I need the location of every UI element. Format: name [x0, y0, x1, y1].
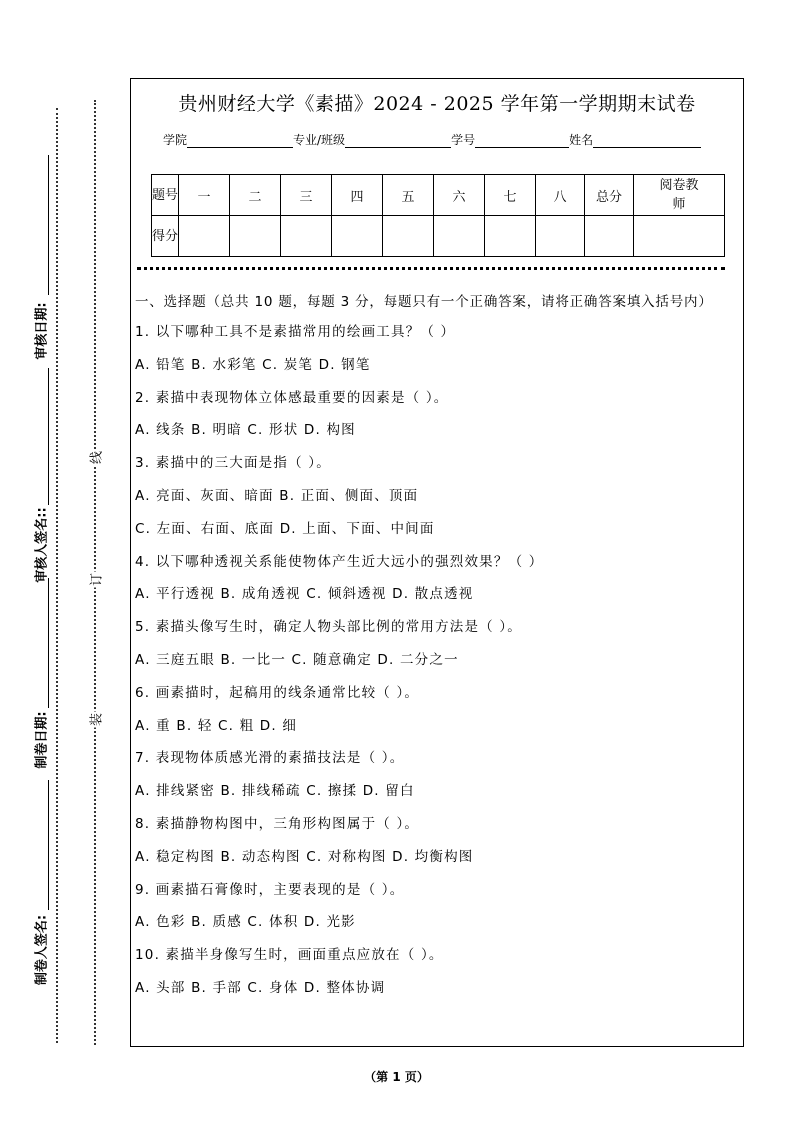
- binding-char-mount: 装: [86, 712, 105, 728]
- score-table: [151, 174, 725, 257]
- options-4: A. 平行透视 B. 成角透视 C. 倾斜透视 D. 散点透视: [135, 586, 474, 603]
- options-5: A. 三庭五眼 B. 一比一 C. 随意确定 D. 二分之一: [135, 651, 459, 668]
- binding-char-line: 线: [86, 450, 105, 466]
- question-9: 9. 画素描石膏像时，主要表现的是（ ）。: [135, 881, 405, 898]
- reviewer-signature-line: [48, 368, 49, 505]
- score-col-total: 总分: [585, 175, 634, 216]
- review-date-label: 审核日期:: [34, 302, 50, 360]
- score-col-6: 六: [434, 175, 485, 216]
- options-10: A. 头部 B. 手部 C. 身体 D. 整体协调: [135, 979, 386, 996]
- question-8: 8. 素描静物构图中，三角形构图属于（ ）。: [135, 815, 420, 832]
- paper-date-label: 制卷日期:: [34, 711, 50, 769]
- score-header-row: [152, 175, 725, 216]
- score-col-3: 三: [281, 175, 332, 216]
- question-1: 1. 以下哪种工具不是素描常用的绘画工具？（ ）: [135, 324, 456, 340]
- options-3a: A. 亮面、灰面、暗面 B. 正面、侧面、顶面: [135, 487, 419, 504]
- question-number-header: 题号: [152, 175, 179, 216]
- options-8: A. 稳定构图 B. 动态构图 C. 对称构图 D. 均衡构图: [135, 848, 474, 865]
- name-field[interactable]: [593, 133, 701, 148]
- score-col-2: 二: [230, 175, 281, 216]
- section-separator: [137, 267, 725, 270]
- score-cell[interactable]: [332, 216, 383, 257]
- score-cell[interactable]: [383, 216, 434, 257]
- left-dotted-line: [56, 108, 58, 1043]
- paper-maker-signature-line: [48, 780, 49, 910]
- options-3b: C. 左面、右面、底面 D. 上面、下面、中间面: [135, 520, 435, 537]
- score-value-row: [152, 216, 725, 257]
- paper-maker-signature-label: 制卷人签名:: [34, 914, 50, 986]
- review-date-line: [48, 155, 49, 295]
- question-3: 3. 素描中的三大面是指（ ）。: [135, 455, 331, 472]
- name-label: 姓名: [569, 133, 594, 147]
- student-id-field[interactable]: [475, 133, 569, 148]
- question-10: 10. 素描半身像写生时，画面重点应放在（ ）。: [135, 947, 444, 964]
- question-section: [135, 291, 740, 1010]
- exam-frame: [130, 78, 744, 1047]
- student-info-row: [163, 131, 701, 148]
- options-2: A. 线条 B. 明暗 C. 形状 D. 构图: [135, 422, 356, 439]
- score-cell[interactable]: [434, 216, 485, 257]
- question-4: 4. 以下哪种透视关系能使物体产生近大远小的强烈效果？（ ）: [135, 553, 544, 570]
- question-2: 2. 素描中表现物体立体感最重要的因素是（ ）。: [135, 389, 449, 406]
- score-col-grader: 阅卷教师: [634, 175, 725, 216]
- score-cell[interactable]: [281, 216, 332, 257]
- question-5: 5. 素描头像写生时，确定人物头部比例的常用方法是（ ）。: [135, 619, 523, 636]
- reviewer-signature-label: 审核人签名::: [34, 507, 50, 583]
- score-cell[interactable]: [536, 216, 585, 257]
- score-cell[interactable]: [485, 216, 536, 257]
- section-heading: 一、选择题（总共 10 题，每题 3 分，每题只有一个正确答案，请将正确答案填入括号内）: [135, 294, 713, 310]
- major-field[interactable]: [345, 133, 451, 148]
- score-col-8: 八: [536, 175, 585, 216]
- major-label: 专业/班级: [293, 133, 346, 147]
- score-col-1: 一: [179, 175, 230, 216]
- page-number: （第 1 页）: [364, 1070, 429, 1084]
- score-cell[interactable]: [179, 216, 230, 257]
- college-field[interactable]: [187, 133, 293, 148]
- question-6: 6. 画素描时，起稿用的线条通常比较（ ）。: [135, 684, 420, 701]
- question-7: 7. 表现物体质感光滑的素描技法是（ ）。: [135, 750, 405, 767]
- student-id-label: 学号: [451, 133, 476, 147]
- paper-date-line: [48, 578, 49, 708]
- score-cell-grader[interactable]: [634, 216, 725, 257]
- score-cell-total[interactable]: [585, 216, 634, 257]
- options-7: A. 排线紧密 B. 排线稀疏 C. 擦揉 D. 留白: [135, 783, 415, 800]
- binding-char-bind: 订: [86, 572, 105, 588]
- exam-title: 贵州财经大学《素描》2024 - 2025 学年第一学期期末试卷: [178, 93, 696, 115]
- score-cell[interactable]: [230, 216, 281, 257]
- score-col-5: 五: [383, 175, 434, 216]
- options-1: A. 铅笔 B. 水彩笔 C. 炭笔 D. 钢笔: [135, 356, 371, 373]
- college-label: 学院: [163, 133, 188, 147]
- score-row-label: 得分: [152, 216, 179, 257]
- score-col-4: 四: [332, 175, 383, 216]
- options-9: A. 色彩 B. 质感 C. 体积 D. 光影: [135, 914, 356, 931]
- options-6: A. 重 B. 轻 C. 粗 D. 细: [135, 717, 298, 734]
- score-col-7: 七: [485, 175, 536, 216]
